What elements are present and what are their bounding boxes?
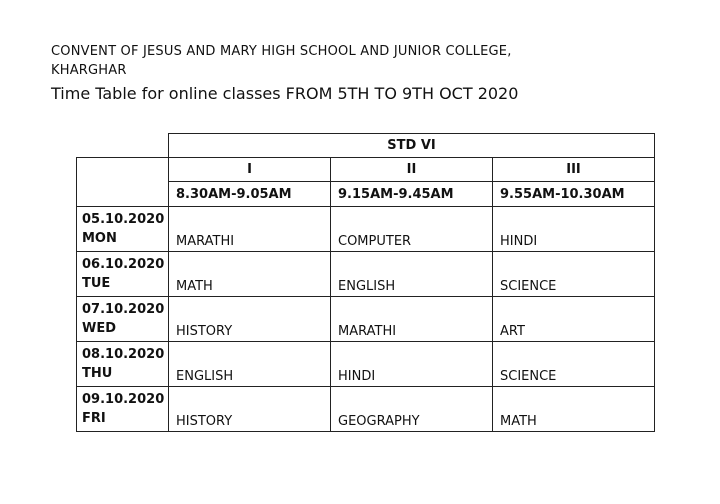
subject-cell: HISTORY — [169, 297, 331, 342]
timetable — [76, 133, 655, 432]
subject-cell: HINDI — [493, 207, 655, 252]
day-cell — [77, 342, 169, 387]
subject-cell: GEOGRAPHY — [331, 387, 493, 432]
period-row — [77, 158, 655, 182]
table-row — [77, 297, 655, 342]
day-date: 08.10.2020 — [82, 347, 165, 362]
school-name: CONVENT OF JESUS AND MARY HIGH SCHOOL AND JUNIOR COLLEGE, — [51, 44, 512, 59]
subject-cell: COMPUTER — [331, 207, 493, 252]
day-name: TUE — [82, 276, 111, 291]
day-name: FRI — [82, 411, 106, 426]
subject-cell: SCIENCE — [493, 342, 655, 387]
empty-label-cell — [77, 158, 169, 207]
day-cell — [77, 297, 169, 342]
timetable-title: Time Table for online classes FROM 5TH TO 9TH OCT 2020 — [51, 84, 519, 103]
empty-corner — [77, 134, 169, 158]
subject-cell: MATH — [493, 387, 655, 432]
day-cell — [77, 387, 169, 432]
school-location: KHARGHAR — [51, 63, 127, 78]
subject-cell: MARATHI — [331, 297, 493, 342]
period-header: III — [493, 158, 655, 182]
day-date: 07.10.2020 — [82, 302, 165, 317]
subject-cell: MATH — [169, 252, 331, 297]
subject-cell: HINDI — [331, 342, 493, 387]
period-time: 8.30AM-9.05AM — [169, 182, 331, 207]
period-header: I — [169, 158, 331, 182]
table-row — [77, 342, 655, 387]
table-row — [77, 387, 655, 432]
subject-cell: ART — [493, 297, 655, 342]
table-row — [77, 207, 655, 252]
subject-cell: MARATHI — [169, 207, 331, 252]
day-cell — [77, 252, 169, 297]
subject-cell: ENGLISH — [331, 252, 493, 297]
day-date: 06.10.2020 — [82, 257, 165, 272]
day-name: THU — [82, 366, 113, 381]
period-time: 9.15AM-9.45AM — [331, 182, 493, 207]
subject-cell: ENGLISH — [169, 342, 331, 387]
day-date: 05.10.2020 — [82, 212, 165, 227]
standard-header: STD VI — [169, 134, 655, 158]
document-header — [51, 42, 691, 105]
day-cell — [77, 207, 169, 252]
day-name: MON — [82, 231, 117, 246]
subject-cell: HISTORY — [169, 387, 331, 432]
day-name: WED — [82, 321, 117, 336]
subject-cell: SCIENCE — [493, 252, 655, 297]
table-row — [77, 252, 655, 297]
period-header: II — [331, 158, 493, 182]
day-date: 09.10.2020 — [82, 392, 165, 407]
period-time: 9.55AM-10.30AM — [493, 182, 655, 207]
standard-row — [77, 134, 655, 158]
